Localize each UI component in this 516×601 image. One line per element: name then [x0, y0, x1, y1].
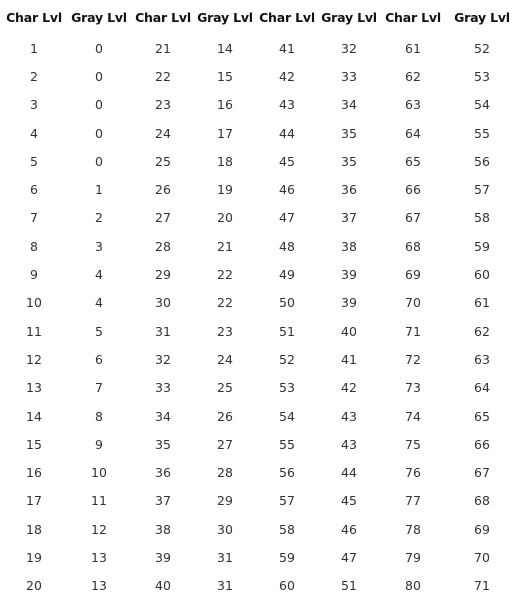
char-level-cell: 57 [279, 493, 295, 509]
char-level-cell: 29 [155, 267, 171, 283]
gray-level-cell: 65 [474, 408, 490, 424]
table-row [0, 374, 516, 402]
char-level-cell: 16 [26, 465, 42, 481]
gray-level-cell: 10 [91, 465, 107, 481]
char-level-cell: 66 [405, 182, 421, 198]
char-level-cell: 65 [405, 153, 421, 169]
gray-level-cell: 37 [341, 210, 357, 226]
gray-level-cell: 52 [474, 40, 490, 56]
table-row [0, 62, 516, 90]
char-level-cell: 63 [405, 97, 421, 113]
char-level-cell: 20 [26, 578, 42, 594]
gray-level-cell: 2 [95, 210, 103, 226]
gray-level-cell: 4 [95, 295, 103, 311]
gray-level-cell: 38 [341, 238, 357, 254]
column-header: Char Lvl [259, 9, 315, 25]
gray-level-cell: 0 [95, 40, 103, 56]
table-row [0, 147, 516, 175]
gray-level-cell: 43 [341, 436, 357, 452]
gray-level-cell: 19 [217, 182, 233, 198]
char-level-cell: 53 [279, 380, 295, 396]
gray-level-cell: 20 [217, 210, 233, 226]
char-level-cell: 50 [279, 295, 295, 311]
column-header: Gray Lvl [71, 9, 127, 25]
char-level-cell: 25 [155, 153, 171, 169]
char-level-cell: 58 [279, 521, 295, 537]
gray-level-cell: 26 [217, 408, 233, 424]
gray-level-cell: 69 [474, 521, 490, 537]
char-level-cell: 17 [26, 493, 42, 509]
char-level-cell: 55 [279, 436, 295, 452]
gray-level-cell: 59 [474, 238, 490, 254]
char-level-cell: 76 [405, 465, 421, 481]
gray-level-cell: 13 [91, 578, 107, 594]
table-row [0, 34, 516, 62]
table-row [0, 515, 516, 543]
gray-level-cell: 8 [95, 408, 103, 424]
gray-level-cell: 14 [217, 40, 233, 56]
char-level-cell: 80 [405, 578, 421, 594]
gray-level-cell: 23 [217, 323, 233, 339]
gray-level-cell: 35 [341, 125, 357, 141]
char-level-cell: 79 [405, 549, 421, 565]
gray-level-cell: 18 [217, 153, 233, 169]
char-level-cell: 40 [155, 578, 171, 594]
gray-level-cell: 1 [95, 182, 103, 198]
table-body [0, 34, 516, 600]
gray-level-cell: 46 [341, 521, 357, 537]
char-level-cell: 41 [279, 40, 295, 56]
char-level-cell: 12 [26, 351, 42, 367]
char-level-cell: 9 [30, 267, 38, 283]
char-level-cell: 46 [279, 182, 295, 198]
char-level-cell: 60 [279, 578, 295, 594]
char-level-cell: 42 [279, 68, 295, 84]
gray-level-cell: 0 [95, 153, 103, 169]
gray-level-cell: 15 [217, 68, 233, 84]
table-header [0, 0, 516, 34]
gray-level-cell: 56 [474, 153, 490, 169]
gray-level-cell: 22 [217, 267, 233, 283]
gray-level-cell: 0 [95, 68, 103, 84]
char-level-cell: 6 [30, 182, 38, 198]
char-level-cell: 35 [155, 436, 171, 452]
char-level-cell: 54 [279, 408, 295, 424]
gray-level-cell: 67 [474, 465, 490, 481]
gray-level-cell: 42 [341, 380, 357, 396]
char-level-cell: 31 [155, 323, 171, 339]
char-level-cell: 43 [279, 97, 295, 113]
gray-level-cell: 12 [91, 521, 107, 537]
column-header: Gray Lvl [321, 9, 377, 25]
table-row [0, 119, 516, 147]
char-level-cell: 67 [405, 210, 421, 226]
char-level-cell: 77 [405, 493, 421, 509]
gray-level-cell: 47 [341, 549, 357, 565]
gray-level-cell: 21 [217, 238, 233, 254]
gray-level-cell: 39 [341, 267, 357, 283]
gray-level-cell: 30 [217, 521, 233, 537]
gray-level-cell: 66 [474, 436, 490, 452]
char-level-cell: 68 [405, 238, 421, 254]
char-level-cell: 61 [405, 40, 421, 56]
gray-level-cell: 29 [217, 493, 233, 509]
char-level-cell: 47 [279, 210, 295, 226]
char-level-cell: 7 [30, 210, 38, 226]
gray-level-cell: 27 [217, 436, 233, 452]
char-level-cell: 11 [26, 323, 42, 339]
char-level-cell: 3 [30, 97, 38, 113]
gray-level-cell: 61 [474, 295, 490, 311]
char-level-cell: 33 [155, 380, 171, 396]
gray-level-cell: 16 [217, 97, 233, 113]
gray-level-cell: 45 [341, 493, 357, 509]
header-row [0, 0, 516, 34]
char-level-cell: 28 [155, 238, 171, 254]
char-level-cell: 45 [279, 153, 295, 169]
table-row [0, 204, 516, 232]
table-row [0, 402, 516, 430]
char-level-cell: 36 [155, 465, 171, 481]
char-level-cell: 22 [155, 68, 171, 84]
char-level-cell: 64 [405, 125, 421, 141]
char-level-cell: 70 [405, 295, 421, 311]
gray-level-cell: 58 [474, 210, 490, 226]
char-level-cell: 73 [405, 380, 421, 396]
gray-level-cell: 9 [95, 436, 103, 452]
gray-level-cell: 35 [341, 153, 357, 169]
table-row [0, 260, 516, 288]
gray-level-cell: 71 [474, 578, 490, 594]
char-level-cell: 21 [155, 40, 171, 56]
char-level-cell: 13 [26, 380, 42, 396]
char-level-cell: 74 [405, 408, 421, 424]
gray-level-cell: 11 [91, 493, 107, 509]
gray-level-cell: 41 [341, 351, 357, 367]
char-level-cell: 2 [30, 68, 38, 84]
table-row [0, 543, 516, 571]
char-level-cell: 23 [155, 97, 171, 113]
gray-level-cell: 55 [474, 125, 490, 141]
gray-level-cell: 51 [341, 578, 357, 594]
gray-level-cell: 57 [474, 182, 490, 198]
gray-level-cell: 40 [341, 323, 357, 339]
char-level-cell: 75 [405, 436, 421, 452]
char-level-cell: 62 [405, 68, 421, 84]
gray-level-cell: 17 [217, 125, 233, 141]
char-level-cell: 72 [405, 351, 421, 367]
column-header: Char Lvl [385, 9, 441, 25]
table-row [0, 175, 516, 203]
char-level-cell: 14 [26, 408, 42, 424]
gray-level-cell: 31 [217, 578, 233, 594]
gray-level-cell: 54 [474, 97, 490, 113]
table-row [0, 458, 516, 486]
char-level-cell: 69 [405, 267, 421, 283]
char-level-cell: 52 [279, 351, 295, 367]
gray-level-cell: 3 [95, 238, 103, 254]
gray-level-cell: 63 [474, 351, 490, 367]
gray-level-cell: 25 [217, 380, 233, 396]
gray-level-cell: 5 [95, 323, 103, 339]
char-level-cell: 49 [279, 267, 295, 283]
char-level-cell: 56 [279, 465, 295, 481]
char-level-cell: 78 [405, 521, 421, 537]
char-level-cell: 71 [405, 323, 421, 339]
table-row [0, 430, 516, 458]
char-level-cell: 19 [26, 549, 42, 565]
char-level-cell: 59 [279, 549, 295, 565]
char-level-cell: 48 [279, 238, 295, 254]
gray-level-cell: 64 [474, 380, 490, 396]
gray-level-cell: 36 [341, 182, 357, 198]
gray-level-cell: 22 [217, 295, 233, 311]
gray-level-cell: 0 [95, 125, 103, 141]
gray-level-cell: 32 [341, 40, 357, 56]
gray-level-cell: 60 [474, 267, 490, 283]
gray-level-cell: 4 [95, 267, 103, 283]
table-row [0, 317, 516, 345]
gray-level-cell: 62 [474, 323, 490, 339]
char-level-cell: 5 [30, 153, 38, 169]
char-level-cell: 15 [26, 436, 42, 452]
char-level-cell: 18 [26, 521, 42, 537]
char-level-cell: 1 [30, 40, 38, 56]
gray-level-cell: 0 [95, 97, 103, 113]
gray-level-cell: 13 [91, 549, 107, 565]
table-row [0, 345, 516, 373]
char-level-cell: 24 [155, 125, 171, 141]
table-row [0, 572, 516, 600]
table-row [0, 289, 516, 317]
table-row [0, 91, 516, 119]
gray-level-cell: 44 [341, 465, 357, 481]
char-level-cell: 30 [155, 295, 171, 311]
gray-level-cell: 33 [341, 68, 357, 84]
gray-level-cell: 28 [217, 465, 233, 481]
char-level-cell: 26 [155, 182, 171, 198]
table-row [0, 232, 516, 260]
gray-level-cell: 43 [341, 408, 357, 424]
gray-level-cell: 70 [474, 549, 490, 565]
char-level-cell: 34 [155, 408, 171, 424]
char-level-cell: 27 [155, 210, 171, 226]
char-level-cell: 39 [155, 549, 171, 565]
char-level-cell: 38 [155, 521, 171, 537]
gray-level-cell: 39 [341, 295, 357, 311]
char-level-cell: 4 [30, 125, 38, 141]
gray-level-cell: 7 [95, 380, 103, 396]
column-header: Char Lvl [6, 9, 62, 25]
gray-level-cell: 6 [95, 351, 103, 367]
gray-level-cell: 68 [474, 493, 490, 509]
char-level-cell: 37 [155, 493, 171, 509]
column-header: Gray Lvl [454, 9, 510, 25]
gray-level-cell: 34 [341, 97, 357, 113]
char-level-cell: 51 [279, 323, 295, 339]
char-level-cell: 32 [155, 351, 171, 367]
table-row [0, 487, 516, 515]
char-level-cell: 8 [30, 238, 38, 254]
char-level-cell: 44 [279, 125, 295, 141]
gray-level-cell: 24 [217, 351, 233, 367]
column-header: Char Lvl [135, 9, 191, 25]
char-level-cell: 10 [26, 295, 42, 311]
gray-level-cell: 53 [474, 68, 490, 84]
gray-level-cell: 31 [217, 549, 233, 565]
column-header: Gray Lvl [197, 9, 253, 25]
